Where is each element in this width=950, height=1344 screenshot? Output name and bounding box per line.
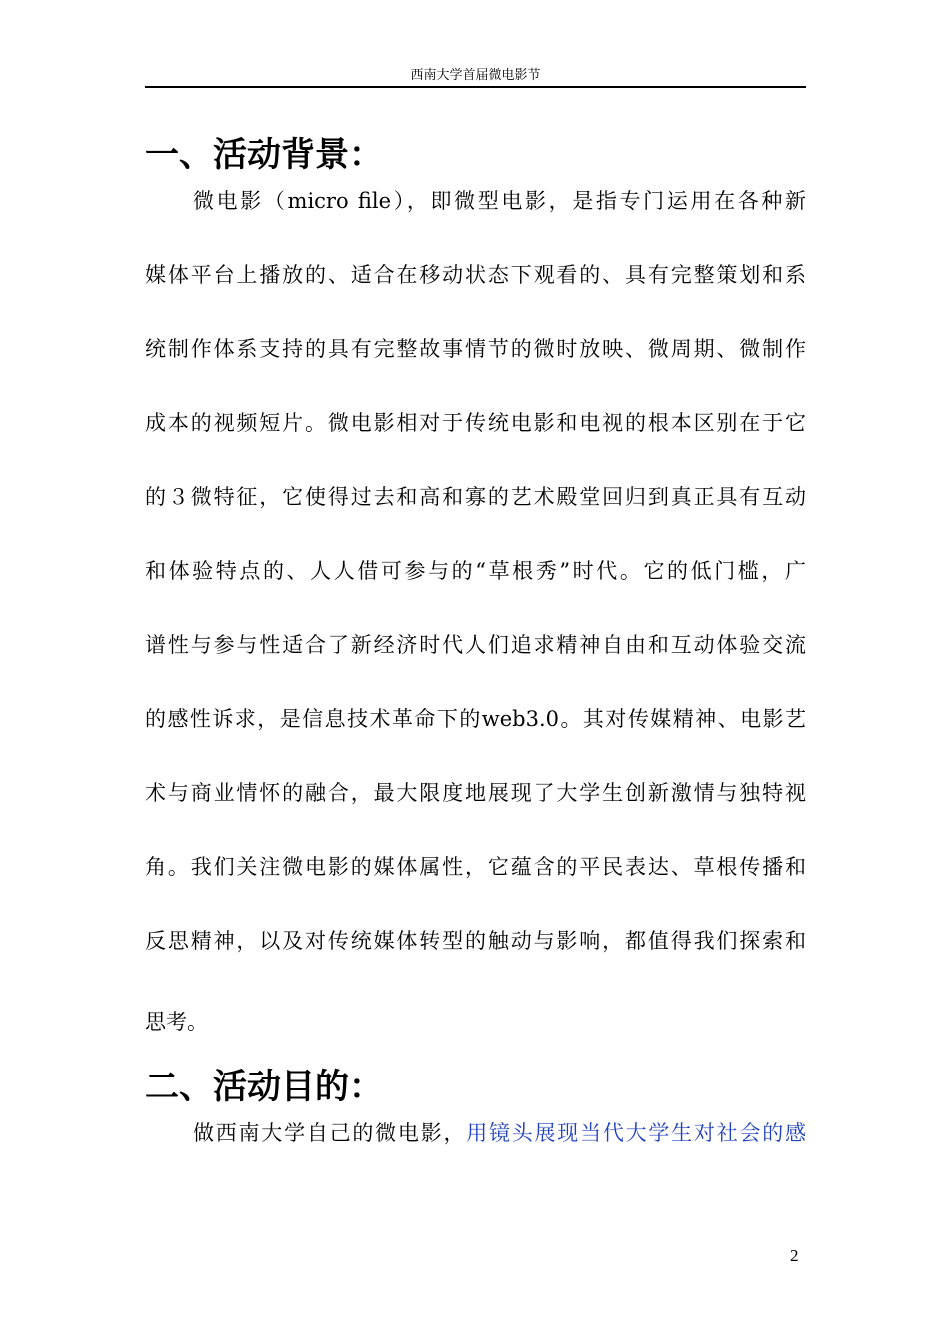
paragraph-line: 的感性诉求，是信息技术革命下的web3.0。其对传媒精神、电影艺 [145, 707, 806, 731]
paragraph-line: 谱性与参与性适合了新经济时代人们追求精神自由和互动体验交流 [145, 633, 806, 657]
purpose-line-highlight: 用镜头展现当代大学生对社会的感 [466, 1121, 807, 1145]
paragraph-line: 反思精神，以及对传统媒体转型的触动与影响，都值得我们探索和 [145, 929, 806, 953]
paragraph-line: 成本的视频短片。微电影相对于传统电影和电视的根本区别在于它 [145, 411, 806, 435]
paragraph-line: 媒体平台上播放的、适合在移动状态下观看的、具有完整策划和系 [145, 263, 806, 287]
page-number: 2 [790, 1246, 799, 1265]
header-title: 西南大学首届微电影节 [410, 67, 541, 82]
purpose-paragraph-line [145, 1115, 806, 1151]
section-heading-purpose: 二、活动目的： [145, 1067, 383, 1107]
paragraph-line: 统制作体系支持的具有完整故事情节的微时放映、微周期、微制作 [145, 337, 806, 361]
paragraph-line: 术与商业情怀的融合，最大限度地展现了大学生创新激情与独特视 [145, 781, 806, 805]
paragraph-line: 微电影（micro file），即微型电影，是指专门运用在各种新 [193, 189, 806, 213]
paragraph-line: 和体验特点的、人人借可参与的“草根秀”时代。它的低门槛，广 [145, 559, 806, 583]
purpose-line-start: 做西南大学自己的微电影， [193, 1121, 467, 1145]
paragraph-line: 角。我们关注微电影的媒体属性，它蕴含的平民表达、草根传播和 [145, 855, 806, 879]
page-header [145, 66, 806, 88]
paragraph-line: 思考。 [145, 1010, 208, 1034]
section-heading-background: 一、活动背景： [145, 135, 383, 175]
paragraph-line: 的３微特征，它使得过去和高和寡的艺术殿堂回归到真正具有互动 [145, 485, 806, 509]
